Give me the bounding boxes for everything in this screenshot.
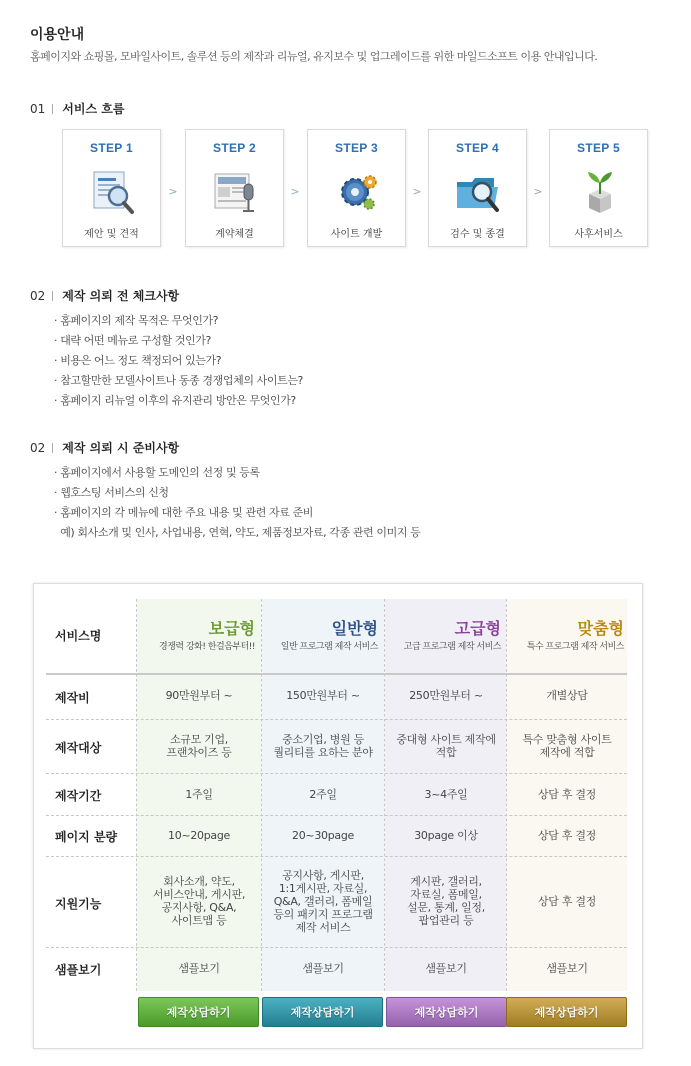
cell-features-custom: 상담 후 결정 bbox=[537, 895, 597, 908]
list-item: · 홈페이지의 각 메뉴에 대한 주요 내용 및 관련 자료 준비 bbox=[54, 506, 314, 519]
cell-target-basic: 소규모 기업, 프랜차이즈 등 bbox=[166, 733, 232, 759]
tier-subtitle-basic: 경쟁력 강화! 한걸음부터!! bbox=[159, 642, 255, 652]
list-item: · 홈페이지 리뉴얼 이후의 유지관리 방안은 무엇인가? bbox=[54, 394, 296, 407]
step-card-5 bbox=[549, 129, 648, 247]
row-label-target: 제작대상 bbox=[55, 741, 102, 755]
page-title: 이용안내 bbox=[30, 27, 85, 43]
cell-pages-premium: 30page 이상 bbox=[414, 829, 478, 842]
tier-subtitle-custom: 특수 프로그램 제작 서비스 bbox=[526, 642, 624, 652]
row-label-period: 제작기간 bbox=[55, 789, 102, 803]
sample-link-premium[interactable]: 샘플보기 bbox=[425, 962, 467, 975]
document-magnifier-icon bbox=[88, 168, 138, 216]
service-flow-steps bbox=[62, 129, 648, 247]
cell-features-standard: 공지사항, 게시판, 1:1게시판, 자료실, Q&A, 갤러리, 폼메일 등의 패키지 프로그램 제작 서비스 bbox=[273, 869, 373, 934]
list-item: · 홈페이지의 제작 목적은 무엇인가? bbox=[54, 314, 219, 327]
section-header-preparation bbox=[30, 439, 179, 456]
list-item: · 홈페이지에서 사용할 도메인의 선정 및 등록 bbox=[54, 466, 260, 479]
section-number: 02 bbox=[30, 440, 46, 455]
list-item: 예) 회사소개 및 인사, 사업내용, 연혁, 약도, 제품정보자료, 각종 관련 이미지 등 bbox=[54, 526, 421, 539]
step-label: 제안 및 견적 bbox=[84, 229, 139, 240]
section-number: 02 bbox=[30, 288, 46, 303]
cell-period-custom: 상담 후 결정 bbox=[537, 788, 597, 801]
cell-target-premium: 중대형 사이트 제작에 적합 bbox=[396, 733, 496, 759]
sample-link-basic[interactable]: 샘플보기 bbox=[178, 962, 220, 975]
cell-cost-custom: 개별상담 bbox=[546, 689, 588, 702]
plant-box-icon bbox=[575, 168, 625, 216]
cell-period-basic: 1주일 bbox=[185, 788, 213, 801]
consult-button-premium[interactable]: 제작상담하기 bbox=[386, 997, 507, 1027]
tier-name-custom: 맞춤형 bbox=[577, 619, 624, 638]
tier-subtitle-premium: 고급 프로그램 제작 서비스 bbox=[403, 642, 501, 652]
step-label: 검수 및 종결 bbox=[450, 229, 505, 240]
chevron-right-icon: > bbox=[533, 185, 543, 198]
step-number: STEP 1 bbox=[90, 141, 133, 155]
consult-button-custom[interactable]: 제작상담하기 bbox=[506, 997, 627, 1027]
chevron-right-icon: > bbox=[412, 185, 422, 198]
list-item: · 대략 어떤 메뉴로 구성할 것인가? bbox=[54, 334, 211, 347]
cell-pages-standard: 20~30page bbox=[292, 829, 354, 842]
consult-button-standard[interactable]: 제작상담하기 bbox=[262, 997, 383, 1027]
cell-target-standard: 중소기업, 병원 등 퀄리티를 요하는 분야 bbox=[273, 733, 373, 759]
section-title: 제작 의뢰 전 체크사항 bbox=[62, 289, 180, 303]
cell-cost-basic: 90만원부터 ~ bbox=[165, 689, 233, 702]
page-description: 홈페이지와 쇼핑몰, 모바일사이트, 솔루션 등의 제작과 리뉴얼, 유지보수 및 업그레이드를 위한 마일드소프트 이용 안내입니다. bbox=[30, 50, 598, 63]
cell-pages-basic: 10~20page bbox=[168, 829, 230, 842]
news-microphone-icon bbox=[211, 168, 261, 216]
chevron-right-icon: > bbox=[290, 185, 300, 198]
cell-target-custom: 특수 맞춤형 사이트 제작에 적합 bbox=[522, 733, 612, 759]
cell-features-basic: 회사소개, 약도, 서비스안내, 게시판, 공지사항, Q&A, 사이트맵 등 bbox=[152, 875, 246, 927]
cell-cost-standard: 150만원부터 ~ bbox=[286, 689, 360, 702]
section-number: 01 bbox=[30, 101, 46, 116]
step-label: 사후서비스 bbox=[574, 229, 623, 240]
folder-magnifier-icon bbox=[454, 168, 504, 216]
row-label-sample: 샘플보기 bbox=[55, 963, 102, 977]
service-comparison-table bbox=[33, 583, 643, 1049]
cell-period-standard: 2주일 bbox=[309, 788, 337, 801]
row-label-cost: 제작비 bbox=[55, 691, 90, 705]
list-item: · 웹호스팅 서비스의 신청 bbox=[54, 486, 169, 499]
step-number: STEP 2 bbox=[213, 141, 256, 155]
step-number: STEP 5 bbox=[577, 141, 620, 155]
list-item: · 비용은 어느 정도 책정되어 있는가? bbox=[54, 354, 222, 367]
step-number: STEP 4 bbox=[456, 141, 499, 155]
row-label-service: 서비스명 bbox=[55, 629, 102, 643]
gear-icon bbox=[333, 168, 383, 216]
step-label: 계약체결 bbox=[215, 229, 254, 240]
tier-subtitle-standard: 일반 프로그램 제작 서비스 bbox=[280, 642, 378, 652]
consult-button-basic[interactable]: 제작상담하기 bbox=[138, 997, 259, 1027]
cell-cost-premium: 250만원부터 ~ bbox=[409, 689, 483, 702]
step-card-2 bbox=[185, 129, 284, 247]
tier-name-basic: 보급형 bbox=[208, 619, 255, 638]
step-label: 사이트 개발 bbox=[330, 229, 383, 240]
sample-link-standard[interactable]: 샘플보기 bbox=[302, 962, 344, 975]
step-number: STEP 3 bbox=[335, 141, 378, 155]
section-header-service-flow bbox=[30, 100, 124, 117]
section-header-checklist bbox=[30, 287, 179, 304]
cell-features-premium: 게시판, 갤러리, 자료실, 폼메일, 설문, 통계, 일정, 팝업관리 등 bbox=[407, 875, 485, 927]
checklist bbox=[54, 311, 303, 411]
step-card-4 bbox=[428, 129, 527, 247]
list-item: · 참고할만한 모델사이트나 동종 경쟁업체의 사이트는? bbox=[54, 374, 303, 387]
chevron-right-icon: > bbox=[168, 185, 178, 198]
sample-link-custom[interactable]: 샘플보기 bbox=[546, 962, 588, 975]
section-title: 제작 의뢰 시 준비사항 bbox=[62, 441, 180, 455]
tier-name-standard: 일반형 bbox=[331, 619, 378, 638]
cell-period-premium: 3~4주일 bbox=[424, 788, 468, 801]
row-label-features: 지원기능 bbox=[55, 897, 102, 911]
step-card-3 bbox=[307, 129, 406, 247]
tier-name-premium: 고급형 bbox=[454, 619, 501, 638]
section-title: 서비스 흐름 bbox=[62, 102, 125, 116]
row-label-pages: 페이지 분량 bbox=[55, 830, 118, 844]
cell-pages-custom: 상담 후 결정 bbox=[537, 829, 597, 842]
preparation-list bbox=[54, 463, 420, 543]
step-card-1 bbox=[62, 129, 161, 247]
